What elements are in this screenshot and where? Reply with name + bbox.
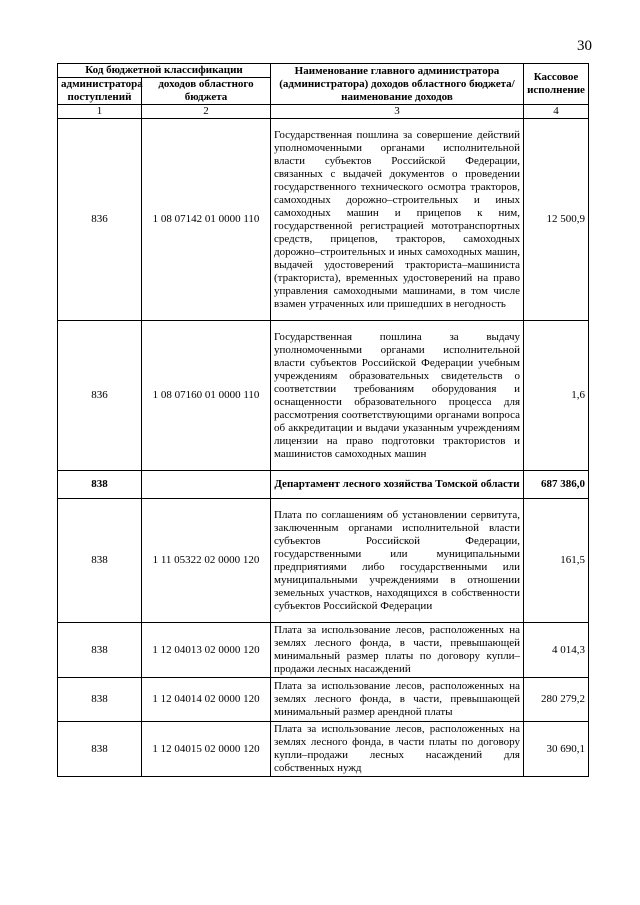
department-row [58, 471, 589, 499]
name-column-header: Наименование главного администратора (администратора) доходов областного бюджета/ наименование доходов [271, 64, 524, 105]
income-code: 1 08 07142 01 0000 110 [142, 119, 271, 321]
amount: 687 386,0 [524, 471, 589, 499]
amount: 30 690,1 [524, 722, 589, 777]
amount: 1,6 [524, 321, 589, 471]
income-code: 1 12 04015 02 0000 120 [142, 722, 271, 777]
income-name: Плата по соглашениям об установлении сервитута, заключенным органами исполнительной власти субъектов Российской Федерации, государственными или муниципальными предприятиями либо государственными или муниципальными учреждениями в отношении земельных участков, находящихся в собственности субъектов Российской Федерации [271, 499, 524, 623]
table-row [58, 722, 589, 777]
admin-code: 838 [58, 471, 142, 499]
income-name: Плата за использование лесов, расположенных на землях лесного фонда, в части, превышающей минимальный размер арендной платы [271, 678, 524, 722]
execution-column-header: Кассовое исполнение [524, 64, 589, 105]
table-row [58, 623, 589, 678]
admin-code: 836 [58, 119, 142, 321]
income-code: 1 08 07160 01 0000 110 [142, 321, 271, 471]
amount: 4 014,3 [524, 623, 589, 678]
income-code: 1 12 04013 02 0000 120 [142, 623, 271, 678]
column-number-1: 1 [58, 105, 142, 119]
column-number-4: 4 [524, 105, 589, 119]
income-name: Плата за использование лесов, расположенных на землях лесного фонда, в части платы по договору купли–продажи лесных насаждений для собственных нужд [271, 722, 524, 777]
department-name: Департамент лесного хозяйства Томской области [271, 471, 524, 499]
table-row [58, 321, 589, 471]
page-number: 30 [577, 38, 592, 54]
income-name: Плата за использование лесов, расположенных на землях лесного фонда, в части, превышающей минимальный размер платы по договору купли–продажи лесных насаждений [271, 623, 524, 678]
amount: 12 500,9 [524, 119, 589, 321]
amount: 161,5 [524, 499, 589, 623]
admin-code: 836 [58, 321, 142, 471]
amount: 280 279,2 [524, 678, 589, 722]
table-row [58, 499, 589, 623]
income-name: Государственная пошлина за выдачу уполномоченными органами исполнительной власти субъектов Российской Федерации учебным учреждениям образовательных свидетельств о соответствии требованиям оборудования и оснащенности образовательного процесса для рассмотрения соответствующими органами вопроса об аккредитации и выдачи указанным учреждениям лицензии на право подготовки трактористов и машинистов самоходных машин [271, 321, 524, 471]
budget-table [57, 63, 589, 777]
column-number-row [58, 105, 589, 119]
table-row [58, 678, 589, 722]
code-group-header: Код бюджетной классификации [58, 64, 271, 78]
income-column-header: доходов областного бюджета [142, 78, 271, 105]
income-code [142, 471, 271, 499]
income-code: 1 11 05322 02 0000 120 [142, 499, 271, 623]
admin-code: 838 [58, 623, 142, 678]
admin-code: 838 [58, 499, 142, 623]
header-row-top [58, 64, 589, 78]
table-row [58, 119, 589, 321]
admin-column-header: администратора поступлений [58, 78, 142, 105]
admin-code: 838 [58, 722, 142, 777]
column-number-2: 2 [142, 105, 271, 119]
admin-code: 838 [58, 678, 142, 722]
income-name: Государственная пошлина за совершение действий уполномоченными органами исполнительной власти субъектов Российской Федерации, связанных с выдачей документов о проведении государственного технического осмотра тракторов, самоходных дорожно–строительных и иных самоходных машин и прицепов к ним, государственной регистрацией мототранспортных средств, прицепов, тракторов, самоходных дорожно–строительных и иных самоходных машин, выдачей удостоверений тракториста–машиниста (тракториста), временных удостоверений на право управления самоходными машинами, в том числе взамен утраченных или пришедших в негодность [271, 119, 524, 321]
income-code: 1 12 04014 02 0000 120 [142, 678, 271, 722]
column-number-3: 3 [271, 105, 524, 119]
